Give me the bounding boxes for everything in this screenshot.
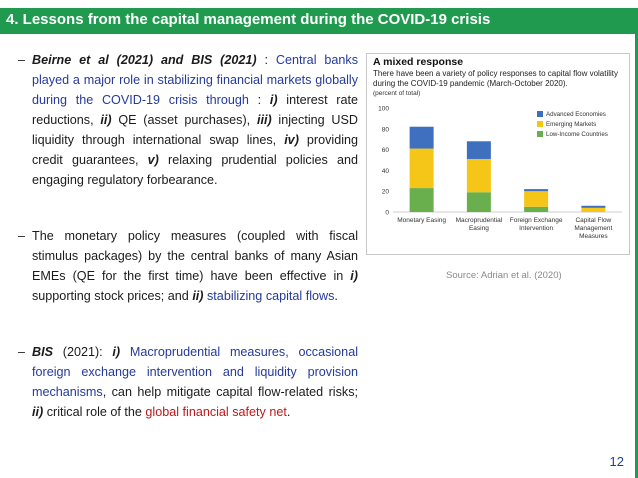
bullet-end: . [286,405,291,419]
item-text-iv: providing credit guarantees, [32,133,359,167]
bullet-highlight-2: global financial safety net [145,405,287,419]
x-tick-label: Macroprudential [455,217,503,224]
bar-segment [467,192,491,212]
bar-segment [467,159,491,192]
item-label-ii: ii) [32,405,44,419]
bullet-bis-2021 [20,342,358,422]
x-tick-label: Easing [468,225,489,232]
item-text-i: interest rate reductions, [32,93,358,127]
policy-response-chart [366,53,630,255]
bullet-dash: – [18,53,26,67]
bullet-highlight: stabilizing capital flows [203,289,335,303]
y-tick-label: 0 [385,209,389,217]
bullet-text-1: The monetary policy measures (coupled with fiscal stimulus packages) by the central banks of many Asian EMEs (QE for the first time) have been effective in [32,229,358,283]
slide-title: 4. Lessons from the capital management during the COVID-19 crisis [6,11,491,28]
x-tick-label: Intervention [519,225,554,232]
item-text-iii: injecting USD liquidity through international swap lines, [32,113,358,147]
item-label-ii: ii) [100,113,112,127]
x-tick-label: Measures [579,233,608,240]
legend-swatch [537,111,543,117]
page-number: 12 [609,454,624,469]
bullet-end: . [334,289,338,303]
bullet-dash: – [18,229,26,243]
y-tick-label: 60 [381,147,389,155]
title-bar [0,8,638,34]
y-tick-label: 20 [381,188,389,196]
bar-segment [524,191,548,207]
bar-segment [581,206,605,208]
bar-segment [524,189,548,191]
bullet-dash: – [18,345,26,359]
bullet-colon-2: : [248,93,270,107]
chart-title: A mixed response [373,56,464,68]
y-tick-label: 80 [381,126,389,134]
x-tick-label: Management [574,225,613,232]
y-tick-label: 40 [381,167,389,175]
bullet-text-2: critical role of the [43,405,146,419]
bar-segment [410,149,434,189]
chart-note: (percent of total) [373,90,421,97]
y-tick-label: 100 [378,105,389,113]
item-label-i: i) [350,269,358,283]
bar-segment [410,127,434,149]
item-text-ii: QE (asset purchases), [111,113,257,127]
bullet-authors: Beirne et al (2021) and BIS (2021) [32,53,257,67]
bullet-highlight: Central banks played a major role in stabilizing financial markets globally during the COVID-19 crisis through [32,53,359,107]
item-text-v: relaxing prudential policies and engaging regulatory forbearance. [32,153,358,187]
item-label-v: v) [147,153,159,167]
bullet-colon: : [256,53,276,67]
x-tick-label: Monetary Easing [397,217,447,224]
bar-segment [410,188,434,212]
legend-label: Advanced Economies [546,111,606,118]
chart-subtitle: There have been a variety of policy responses to capital flow volatility during the COVID-19 pandemic (March-October 2020). [373,69,619,88]
legend-swatch [537,121,543,127]
item-label-i: i) [112,345,121,359]
bullet-authors: BIS [32,345,53,359]
x-tick-label: Capital Flow [575,217,612,224]
legend-label: Emerging Markets [546,121,597,128]
legend-label: Low-Income Countries [546,131,608,138]
item-label-iii: iii) [256,113,272,127]
item-label-i: i) [269,93,278,107]
x-tick-label: Foreign Exchange [509,217,563,224]
bullet-highlight-1: Macroprudential measures, occasional foreign exchange intervention and liquidity provision mechanisms [32,345,358,399]
bar-segment [581,208,605,212]
bullet-text-1: , can help mitigate capital flow-related risks; [102,385,358,399]
bullet-monetary-policy [20,226,358,306]
bullet-year: (2021): [53,345,113,359]
legend-swatch [537,131,543,137]
bullet-text-2: supporting stock prices; and [32,289,193,303]
item-label-ii: ii) [192,289,204,303]
chart-source: Source: Adrian et al. (2020) [446,270,562,281]
item-label-iv: iv) [284,133,299,147]
bullet-central-banks [20,50,358,190]
bar-segment [524,207,548,212]
chart-canvas [367,54,629,254]
bar-segment [467,141,491,159]
